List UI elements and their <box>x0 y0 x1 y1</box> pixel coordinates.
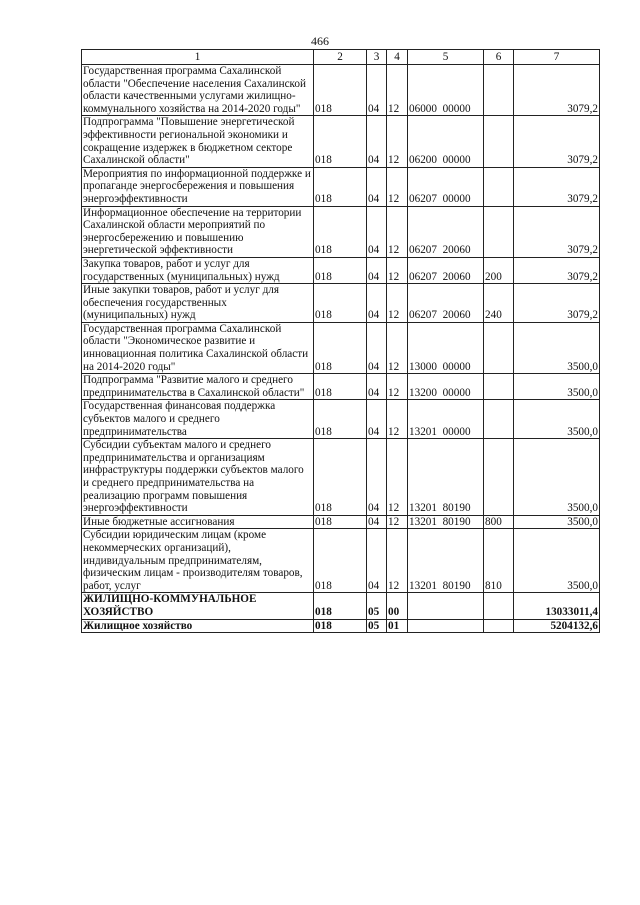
row-pr-cell: 12 <box>387 65 408 116</box>
row-name-cell: ЖИЛИЩНО-КОММУНАЛЬНОЕ ХОЗЯЙСТВО <box>82 593 314 619</box>
row-name-cell: Государственная программа Сахалинской области "Экономическое развитие и инновационная политика Сахалинской области на 2014-2020 годы" <box>82 322 314 373</box>
row-rz-cell: 04 <box>367 116 387 167</box>
row-vr-cell: 810 <box>484 529 514 593</box>
row-name-cell: Государственная программа Сахалинской области "Обеспечение населения Сахалинской области качественными услугами жилищно-коммунального хозяйства на 2014-2020 годы" <box>82 65 314 116</box>
row-csr-cell: 06200 00000 <box>408 116 484 167</box>
row-rz-cell: 04 <box>367 284 387 323</box>
row-name-cell: Иные бюджетные ассигнования <box>82 515 314 529</box>
table-row <box>82 400 600 439</box>
row-pr-cell: 12 <box>387 439 408 516</box>
row-csr-cell: 06207 20060 <box>408 284 484 323</box>
row-sum-cell: 5204132,6 <box>514 619 600 633</box>
row-pr-cell: 12 <box>387 116 408 167</box>
table-row <box>82 529 600 593</box>
row-sum-cell: 3079,2 <box>514 257 600 283</box>
row-vr-cell <box>484 593 514 619</box>
row-pr-cell: 12 <box>387 206 408 257</box>
table-row <box>82 284 600 323</box>
row-sum-cell: 13033011,4 <box>514 593 600 619</box>
row-vr-cell <box>484 65 514 116</box>
row-ved-cell: 018 <box>314 284 367 323</box>
row-pr-cell: 01 <box>387 619 408 633</box>
header-col-csr: 5 <box>408 50 484 65</box>
row-ved-cell: 018 <box>314 439 367 516</box>
row-rz-cell: 04 <box>367 257 387 283</box>
header-col-rz: 3 <box>367 50 387 65</box>
row-name-cell: Государственная финансовая поддержка субъектов малого и среднего предпринимательства <box>82 400 314 439</box>
row-name-cell: Иные закупки товаров, работ и услуг для обеспечения государственных (муниципальных) нужд <box>82 284 314 323</box>
row-rz-cell: 05 <box>367 593 387 619</box>
row-sum-cell: 3079,2 <box>514 284 600 323</box>
table-row <box>82 206 600 257</box>
row-ved-cell: 018 <box>314 257 367 283</box>
row-vr-cell <box>484 322 514 373</box>
row-csr-cell: 13201 00000 <box>408 400 484 439</box>
row-ved-cell: 018 <box>314 529 367 593</box>
row-vr-cell <box>484 374 514 400</box>
row-name-cell: Закупка товаров, работ и услуг для государственных (муниципальных) нужд <box>82 257 314 283</box>
row-pr-cell: 12 <box>387 167 408 206</box>
row-csr-cell: 13201 80190 <box>408 515 484 529</box>
row-ved-cell: 018 <box>314 619 367 633</box>
row-csr-cell: 13200 00000 <box>408 374 484 400</box>
row-ved-cell: 018 <box>314 65 367 116</box>
row-name-cell: Жилищное хозяйство <box>82 619 314 633</box>
row-csr-cell: 13201 80190 <box>408 529 484 593</box>
table-row <box>82 167 600 206</box>
row-pr-cell: 12 <box>387 374 408 400</box>
header-col-pr: 4 <box>387 50 408 65</box>
header-col-vr: 6 <box>484 50 514 65</box>
row-rz-cell: 04 <box>367 515 387 529</box>
header-col-sum: 7 <box>514 50 600 65</box>
row-sum-cell: 3500,0 <box>514 529 600 593</box>
row-rz-cell: 04 <box>367 374 387 400</box>
row-rz-cell: 04 <box>367 400 387 439</box>
row-name-cell: Подпрограмма "Повышение энергетической эффективности региональной экономики и сокращение издержек в бюджетном секторе Сахалинской области" <box>82 116 314 167</box>
row-sum-cell: 3079,2 <box>514 167 600 206</box>
row-rz-cell: 04 <box>367 206 387 257</box>
header-col-name: 1 <box>82 50 314 65</box>
row-ved-cell: 018 <box>314 400 367 439</box>
row-ved-cell: 018 <box>314 515 367 529</box>
row-pr-cell: 00 <box>387 593 408 619</box>
row-pr-cell: 12 <box>387 400 408 439</box>
row-sum-cell: 3500,0 <box>514 515 600 529</box>
page-number: 466 <box>311 34 329 48</box>
row-vr-cell: 200 <box>484 257 514 283</box>
row-vr-cell <box>484 619 514 633</box>
table-row <box>82 374 600 400</box>
row-csr-cell: 06207 20060 <box>408 206 484 257</box>
row-name-cell: Мероприятия по информационной поддержке и пропаганде энергосбережения и повышения энергоэффективности <box>82 167 314 206</box>
table-row <box>82 116 600 167</box>
row-csr-cell: 06207 00000 <box>408 167 484 206</box>
row-sum-cell: 3500,0 <box>514 374 600 400</box>
row-rz-cell: 05 <box>367 619 387 633</box>
row-csr-cell: 13000 00000 <box>408 322 484 373</box>
table-row <box>82 65 600 116</box>
row-rz-cell: 04 <box>367 439 387 516</box>
row-vr-cell <box>484 116 514 167</box>
row-sum-cell: 3500,0 <box>514 322 600 373</box>
table-body <box>82 65 600 633</box>
table-row <box>82 515 600 529</box>
table-row <box>82 322 600 373</box>
row-csr-cell: 06207 20060 <box>408 257 484 283</box>
table-row <box>82 439 600 516</box>
row-pr-cell: 12 <box>387 515 408 529</box>
table-row <box>82 257 600 283</box>
row-pr-cell: 12 <box>387 322 408 373</box>
row-csr-cell: 13201 80190 <box>408 439 484 516</box>
row-ved-cell: 018 <box>314 206 367 257</box>
row-ved-cell: 018 <box>314 116 367 167</box>
row-vr-cell <box>484 206 514 257</box>
row-rz-cell: 04 <box>367 322 387 373</box>
row-sum-cell: 3500,0 <box>514 439 600 516</box>
row-sum-cell: 3500,0 <box>514 400 600 439</box>
row-vr-cell: 240 <box>484 284 514 323</box>
row-name-cell: Субсидии субъектам малого и среднего предпринимательства и организациям инфраструктуры поддержки субъектов малого и среднего предпринимательства на реализацию программ повышения энергоэффективности <box>82 439 314 516</box>
row-ved-cell: 018 <box>314 167 367 206</box>
row-pr-cell: 12 <box>387 284 408 323</box>
header-col-ved: 2 <box>314 50 367 65</box>
row-ved-cell: 018 <box>314 322 367 373</box>
row-rz-cell: 04 <box>367 167 387 206</box>
row-name-cell: Подпрограмма "Развитие малого и среднего предпринимательства в Сахалинской области" <box>82 374 314 400</box>
table-row <box>82 593 600 619</box>
header-row <box>82 50 600 65</box>
row-name-cell: Субсидии юридическим лицам (кроме некоммерческих организаций), индивидуальным предпринимателям, физическим лицам - производителям товаров, работ, услуг <box>82 529 314 593</box>
row-sum-cell: 3079,2 <box>514 65 600 116</box>
row-pr-cell: 12 <box>387 257 408 283</box>
row-vr-cell <box>484 400 514 439</box>
row-ved-cell: 018 <box>314 593 367 619</box>
row-sum-cell: 3079,2 <box>514 206 600 257</box>
row-vr-cell <box>484 439 514 516</box>
row-rz-cell: 04 <box>367 529 387 593</box>
budget-table <box>81 49 600 633</box>
row-csr-cell: 06000 00000 <box>408 65 484 116</box>
row-vr-cell <box>484 167 514 206</box>
row-sum-cell: 3079,2 <box>514 116 600 167</box>
row-name-cell: Информационное обеспечение на территории Сахалинской области мероприятий по энергосбережению и повышению энергетической эффективности <box>82 206 314 257</box>
row-csr-cell <box>408 619 484 633</box>
table-row <box>82 619 600 633</box>
row-csr-cell <box>408 593 484 619</box>
row-ved-cell: 018 <box>314 374 367 400</box>
row-rz-cell: 04 <box>367 65 387 116</box>
row-pr-cell: 12 <box>387 529 408 593</box>
row-vr-cell: 800 <box>484 515 514 529</box>
